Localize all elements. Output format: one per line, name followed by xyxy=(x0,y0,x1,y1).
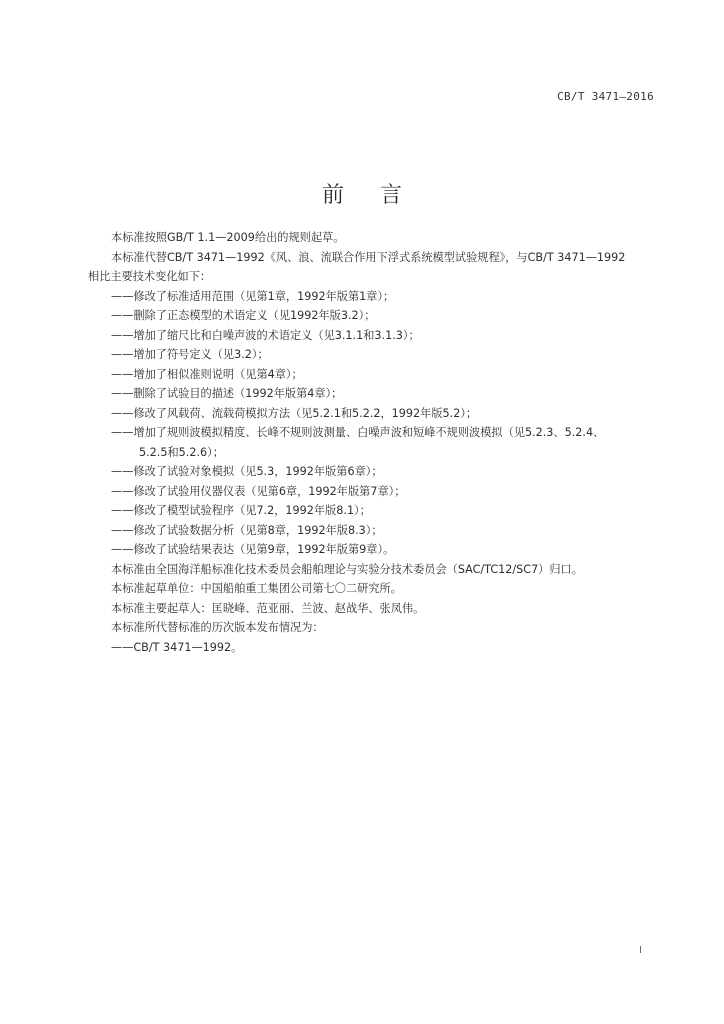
change-item: ——修改了试验数据分析（见第8章，1992年版8.3）； xyxy=(111,523,383,537)
change-item: ——修改了试验对象模拟（见5.3，1992年版第6章）； xyxy=(111,465,383,478)
history-item: ——CB/T 3471—1992。 xyxy=(111,640,243,654)
intro-line: 相比主要技术变化如下： xyxy=(88,270,212,283)
change-item: ——修改了试验用仪器仪表（见第6章，1992年版第7章）； xyxy=(111,484,406,498)
change-item: ——删除了试验目的描述（1992年版第4章）； xyxy=(111,387,343,400)
change-item: ——增加了缩尺比和白噪声波的术语定义（见3.1.1和3.1.3）； xyxy=(111,328,420,342)
intro-line: 本标准代替CB/T 3471—1992《风、浪、流联合作用下浮式系统模型试验规程》，与CB/T 3471—1992 xyxy=(111,250,626,264)
change-item: ——增加了符号定义（见3.2）； xyxy=(111,348,269,361)
change-item: ——删除了正态模型的术语定义（见1992年版3.2）； xyxy=(111,309,376,322)
document-body xyxy=(88,228,663,657)
change-item: ——修改了标准适用范围（见第1章，1992年版第1章）； xyxy=(111,289,395,303)
closing-line: 本标准主要起草人：匡晓峰、范亚丽、兰波、赵战华、张凤伟。 xyxy=(111,601,425,615)
change-item: ——增加了相似准则说明（见第4章）； xyxy=(111,367,303,381)
closing-line: 本标准所代替标准的历次版本发布情况为： xyxy=(111,621,324,634)
standard-code: CB/T 3471—2016 xyxy=(557,90,654,103)
page-number: I xyxy=(639,945,642,956)
change-item: ——修改了模型试验程序（见7.2，1992年版8.1）； xyxy=(111,504,371,517)
change-item: ——增加了规则波模拟精度、长峰不规则波测量、白噪声波和短峰不规则波模拟（见5.2.3、5.2.4、 xyxy=(111,426,605,439)
intro-line: 本标准按照GB/T 1.1—2009给出的规则起草。 xyxy=(111,231,345,244)
change-item: ——修改了风载荷、流载荷模拟方法（见5.2.1和5.2.2，1992年版5.2）； xyxy=(111,406,478,420)
page-title: 前言 xyxy=(321,182,438,208)
change-item-continued: 5.2.5和5.2.6）； xyxy=(139,445,224,459)
change-item: ——修改了试验结果表达（见第9章，1992年版第9章）。 xyxy=(111,543,395,556)
closing-line: 本标准由全国海洋船标准化技术委员会船舶理论与实验分技术委员会（SAC/TC12/SC7）归口。 xyxy=(111,562,583,576)
closing-line: 本标准起草单位：中国船舶重工集团公司第七〇二研究所。 xyxy=(111,582,402,595)
